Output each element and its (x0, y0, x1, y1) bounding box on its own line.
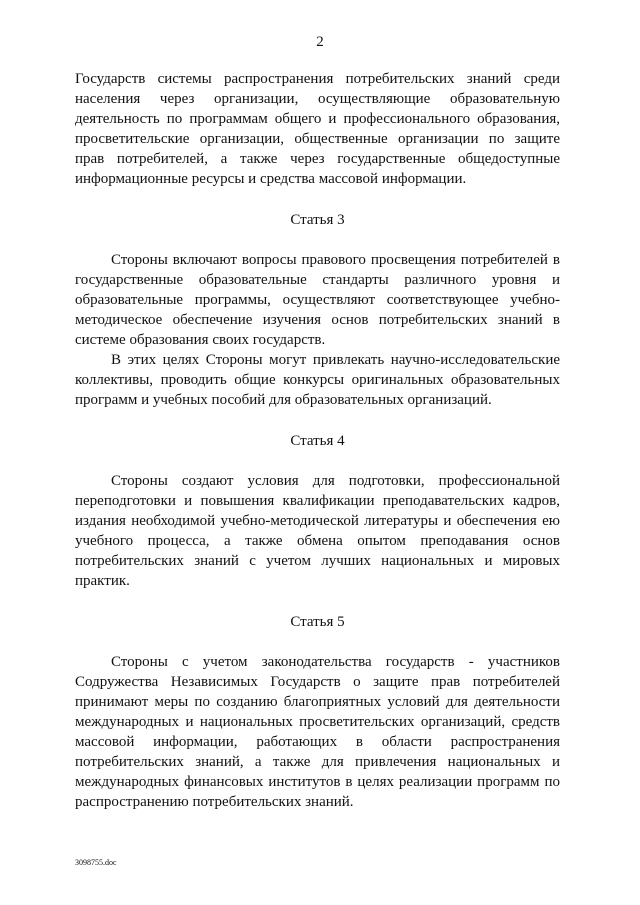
document-body (75, 69, 560, 812)
article-4-paragraph-1: Стороны создают условия для подготовки, профессиональной переподготовки и повышения квалификации преподавательских кадров, издания необходимой учебно-методической литературы и обеспечения ею учебного процесса, а также обмена опытом преподавания основ потребительских знаний с учетом лучших национальных и мировых практик. (75, 473, 560, 589)
spacer (75, 189, 560, 210)
article-5-heading: Статья 5 (290, 614, 345, 630)
footer-file-name: 3098755.doc (75, 858, 117, 867)
article-3-paragraph-2: В этих целях Стороны могут привлекать научно-исследовательские коллективы, проводить общие конкурсы оригинальных образовательных программ и учебных пособий для образовательных организаций. (75, 352, 560, 408)
article-5-paragraph-1: Стороны с учетом законодательства государств - участников Содружества Независимых Государств о защите прав потребителей принимают меры по созданию благоприятных условий для деятельности международных и национальных просветительских организаций, средств массовой информации, работающих в области распространения потребительских знаний, а также для привлечения национальных и международных финансовых институтов в целях реализации программ по распространению потребительских знаний. (75, 654, 560, 810)
article-3-paragraph-1: Стороны включают вопросы правового просвещения потребителей в государственные образовательные стандарты различного уровня и образовательные программы, осуществляют соответствующее учебно-методическое обеспечение изучения основ потребительских знаний в системе образования своих государств. (75, 252, 560, 348)
spacer (75, 410, 560, 431)
spacer (75, 591, 560, 612)
article-4-heading: Статья 4 (290, 433, 345, 449)
spacer (75, 230, 560, 250)
spacer (75, 451, 560, 471)
intro-paragraph: Государств системы распространения потребительских знаний среди населения через организации, осуществляющие образовательную деятельность по программам общего и профессионального образования, просветительские организации, общественные организации по защите прав потребителей, а также через государственные общедоступные информационные ресурсы и средства массовой информации. (75, 71, 560, 187)
spacer (75, 632, 560, 652)
article-3-heading: Статья 3 (290, 212, 345, 228)
page-number: 2 (316, 34, 324, 50)
